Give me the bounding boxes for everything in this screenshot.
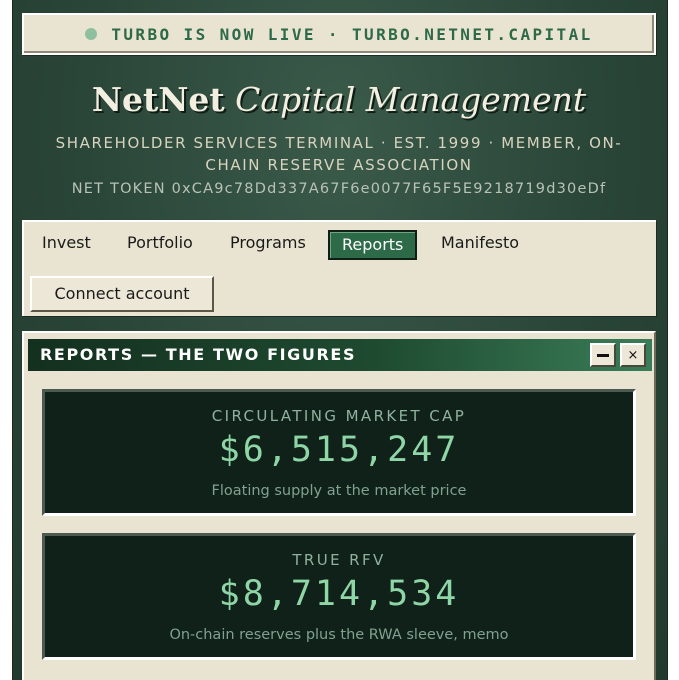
brand-name: NetNet [91, 80, 225, 119]
tab-invest[interactable]: Invest [42, 233, 91, 252]
true-rfv-value: $8,714,534 [218, 574, 460, 614]
market-cap-readout [42, 389, 636, 516]
announcement-banner[interactable] [22, 13, 656, 55]
window-titlebar[interactable] [28, 339, 652, 371]
banner-text[interactable]: TURBO IS NOW LIVE · TURBO.NETNET.CAPITAL [111, 24, 593, 44]
market-cap-value: $6,515,247 [218, 430, 460, 470]
true-rfv-readout [42, 533, 636, 660]
tab-portfolio[interactable]: Portfolio [127, 233, 193, 252]
tab-manifesto[interactable]: Manifesto [441, 233, 520, 252]
true-rfv-caption: On-chain reserves plus the RWA sleeve, memo [169, 627, 509, 643]
tagline: SHAREHOLDER SERVICES TERMINAL · EST. 1999 · MEMBER, ON-CHAIN RESERVE ASSOCIATION [55, 134, 623, 174]
tab-reports[interactable]: Reports [328, 230, 417, 260]
close-icon: × [627, 347, 639, 363]
true-rfv-label: TRUE RFV [292, 551, 386, 569]
reports-window [22, 331, 656, 680]
brand-title [22, 80, 656, 119]
token-address: NET TOKEN 0xCA9c78Dd337A67F6e0077F65F5E9218719d30eDf [71, 181, 607, 197]
brand-subtitle: Capital Management [235, 80, 587, 119]
market-cap-caption: Floating supply at the market price [211, 483, 467, 499]
minimize-button[interactable] [590, 343, 616, 367]
nav-panel [22, 220, 656, 316]
window-title: REPORTS — THE TWO FIGURES [40, 345, 357, 364]
market-cap-label: CIRCULATING MARKET CAP [211, 407, 467, 425]
tab-programs[interactable]: Programs [230, 233, 306, 252]
close-button[interactable] [620, 343, 646, 367]
status-dot-icon [85, 28, 97, 40]
connect-account-button[interactable]: Connect account [30, 276, 214, 312]
minimize-icon [597, 354, 609, 357]
